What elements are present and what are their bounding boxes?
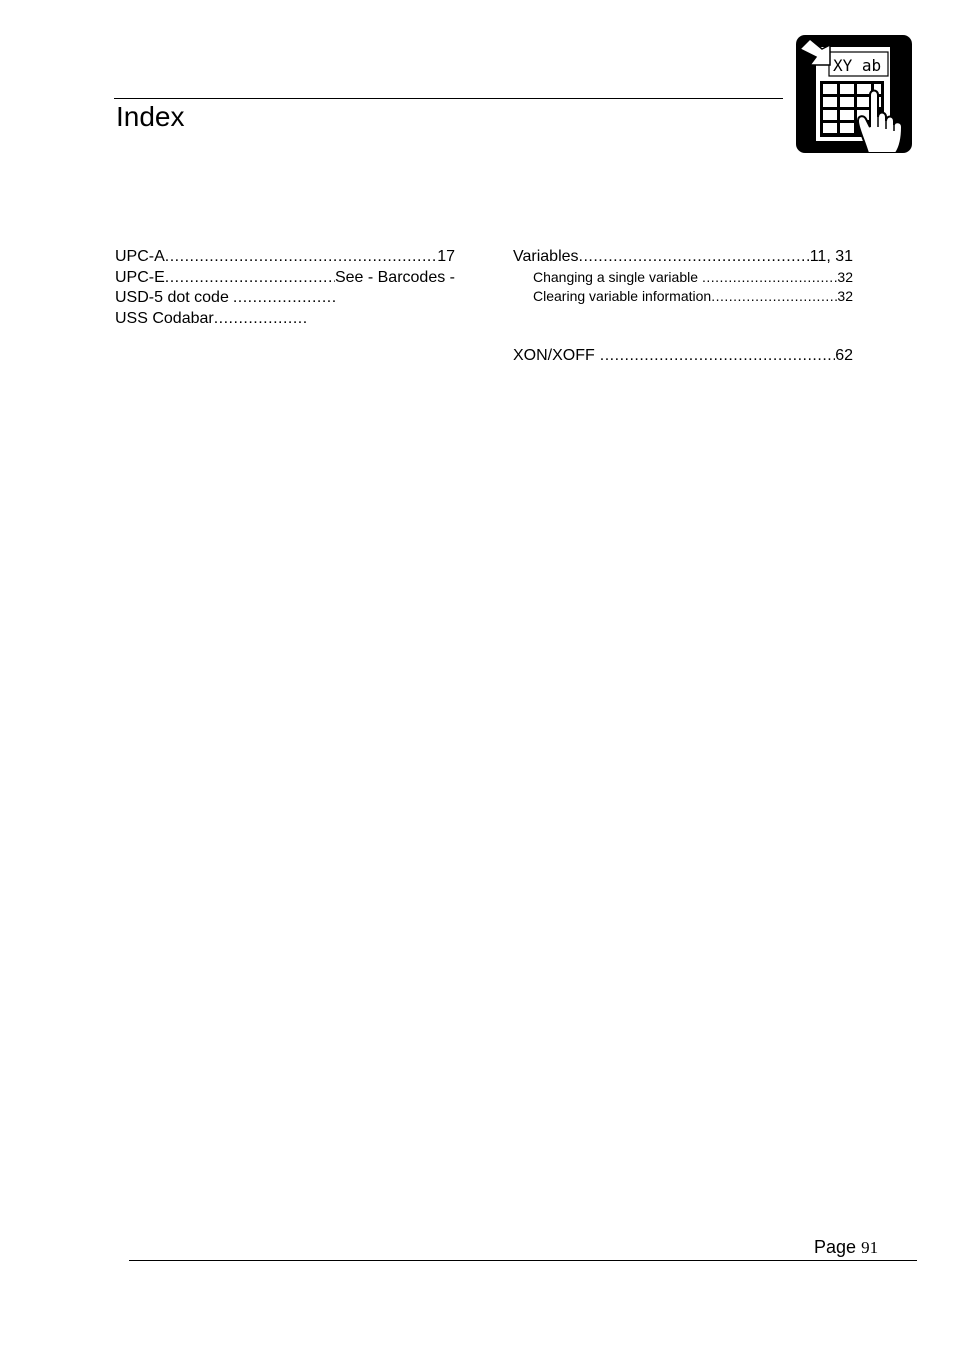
index-entry (115, 309, 455, 330)
dot-leader (165, 268, 335, 289)
logo-text: XY ab (833, 56, 882, 75)
dot-leader (233, 288, 337, 309)
keyboard-hand-icon (796, 35, 912, 153)
index-subentry (513, 287, 853, 306)
index-entry (115, 268, 455, 289)
index-page-ref: 32 (837, 287, 853, 304)
dot-leader (579, 247, 810, 268)
index-term: UPC-A (115, 248, 165, 265)
index-page-ref: See - Barcodes - (334, 268, 455, 286)
dot-leader (702, 268, 837, 287)
index-column-left (115, 247, 455, 329)
page-label: Page (814, 1237, 857, 1257)
header-rule (114, 98, 783, 99)
dot-leader (600, 346, 835, 367)
page-title: Index (116, 101, 185, 132)
dot-leader (214, 309, 309, 330)
index-entry (115, 247, 455, 268)
index-entry-xon (513, 346, 853, 367)
index-page-ref: 32 (837, 268, 853, 285)
footer-page-number (814, 1236, 878, 1259)
index-entry (115, 288, 455, 309)
index-page-ref: 17 (437, 248, 455, 265)
index-term: USS Codabar (115, 309, 214, 327)
index-subterm: Clearing variable information (533, 287, 712, 304)
index-term: XON/XOFF (513, 346, 595, 364)
index-term: USD-5 dot code (115, 289, 229, 306)
dot-leader (711, 287, 837, 306)
index-term: Variables (513, 248, 579, 265)
footer-rule (129, 1260, 917, 1261)
index-term: UPC-E (115, 268, 165, 286)
index-subentry (513, 268, 853, 287)
index-column-right (513, 247, 853, 366)
section-gap (513, 306, 853, 346)
index-entry-variables (513, 247, 853, 268)
index-subterm: Changing a single variable (533, 268, 698, 285)
page-number: 91 (861, 1238, 879, 1257)
index-page-ref: 11, 31 (809, 248, 853, 265)
dot-leader (165, 247, 437, 268)
index-page-ref: 62 (835, 346, 853, 364)
